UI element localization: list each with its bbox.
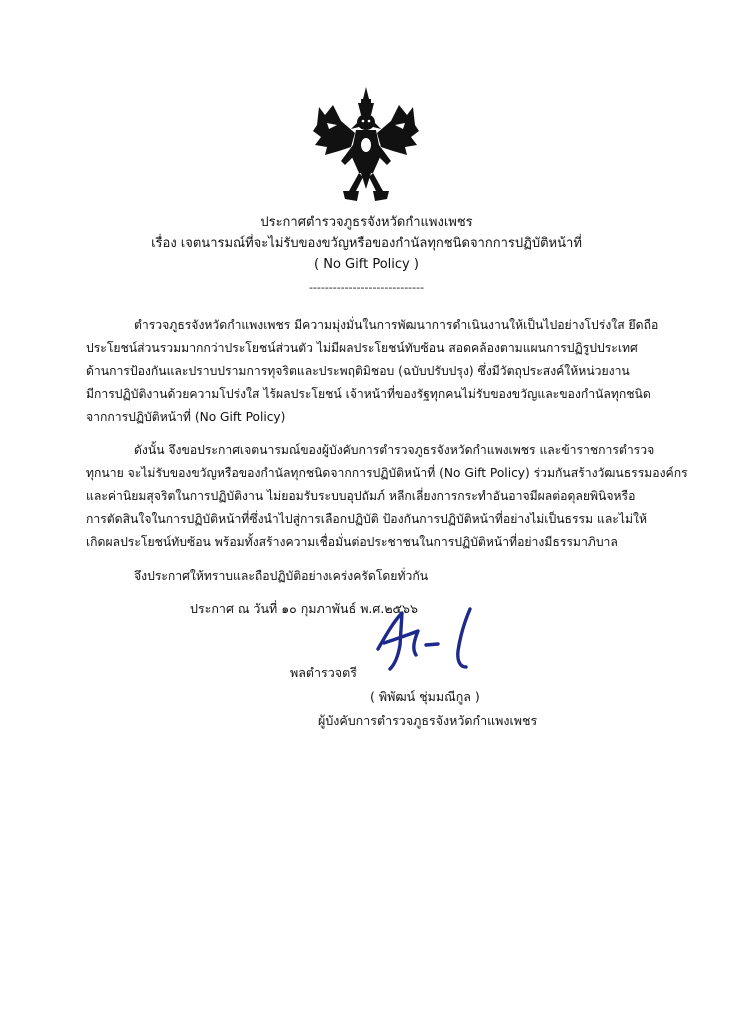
paragraph-1-line: ประโยชน์ส่วนรวมมากกว่าประโยชน์ส่วนตัว ไม่มีผลประโยชน์ทับซ้อน สอดคล้องตามแผนการปฏิรูปประเทศ: [86, 341, 638, 355]
paragraph-1-line: มีการปฏิบัติงานด้วยความโปร่งใส ไร้ผลประโยชน์ เจ้าหน้าที่ของรัฐทุกคนไม่รับของขวัญและของกำนัลทุกชนิด: [86, 387, 651, 401]
policy-subtitle: ( No Gift Policy ): [314, 257, 419, 272]
paragraph-1-line: ด้านการป้องกันและปราบปรามการทุจริตและประพฤติมิชอบ (ฉบับปรับปรุง) ซึ่งมีวัตถุประสงค์ให้หน่วยงาน: [86, 364, 630, 378]
paragraph-2-line: การตัดสินใจในการปฏิบัติหน้าที่ซึ่งนำไปสู่การเลือกปฏิบัติ ป้องกันการปฏิบัติหน้าที่อย่างไม่เป็นธรรม และไม่ให้: [86, 512, 647, 526]
closing-statement: จึงประกาศให้ทราบและถือปฏิบัติอย่างเคร่งครัดโดยทั่วกัน: [134, 569, 429, 583]
handwritten-signature: [372, 605, 502, 677]
subject-title: เรื่อง เจตนารมณ์ที่จะไม่รับของขวัญหรือของกำนัลทุกชนิดจากการปฏิบัติหน้าที่: [151, 236, 582, 251]
paragraph-2-line: ดังนั้น จึงขอประกาศเจตนารมณ์ของผู้บังคับการตำรวจภูธรจังหวัดกำแพงเพชร และข้าราชการตำรวจ: [134, 443, 655, 457]
issuer-title: ประกาศตำรวจภูธรจังหวัดกำแพงเพชร: [260, 215, 473, 230]
garuda-emblem-icon: [311, 85, 421, 205]
signatory-rank: พลตำรวจตรี: [290, 665, 357, 680]
paragraph-1-line: จากการปฏิบัติหน้าที่ (No Gift Policy): [86, 410, 286, 424]
paragraph-2-line: และค่านิยมสุจริตในการปฏิบัติงาน ไม่ยอมรับระบบอุปถัมภ์ หลีกเลี่ยงการกระทำอันอาจมีผลต่อดุลยพินิจหรือ: [86, 489, 636, 503]
header-divider: -----------------------------: [308, 281, 425, 294]
paragraph-2-line: ทุกนาย จะไม่รับของขวัญหรือของกำนัลทุกชนิดจากการปฏิบัติหน้าที่ (No Gift Policy) ร่วมกันสร้างวัฒนธรรมองค์กร: [86, 466, 688, 480]
date-line: ประกาศ ณ วันที่ ๑๐ กุมภาพันธ์ พ.ศ.๒๕๖๖: [190, 601, 418, 616]
paragraph-1-line: ตำรวจภูธรจังหวัดกำแพงเพชร มีความมุ่งมั่นในการพัฒนาการดำเนินงานให้เป็นไปอย่างโปร่งใส ยึดถือ: [134, 318, 659, 332]
paragraph-2-line: เกิดผลประโยชน์ทับซ้อน พร้อมทั้งสร้างความเชื่อมั่นต่อประชาชนในการปฏิบัติหน้าที่อย่างมีธรรมาภิบาล: [86, 535, 618, 549]
signatory-name: ( พิพัฒน์ ชุ่มมณีกูล ): [370, 689, 480, 704]
signatory-position: ผู้บังคับการตำรวจภูธรจังหวัดกำแพงเพชร: [318, 713, 538, 728]
